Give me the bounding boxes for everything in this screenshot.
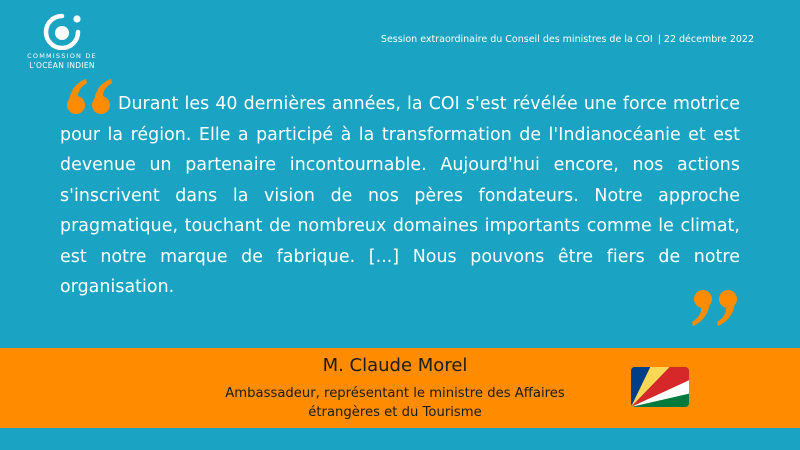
logo-text-line1: COMMISSION DE: [27, 52, 97, 60]
speaker-title: [180, 384, 610, 422]
close-quote-icon: [690, 288, 740, 328]
header-separator: |: [657, 34, 661, 45]
speaker-title-line1: Ambassadeur, représentant le ministre des Affaires: [225, 386, 565, 401]
seychelles-flag-icon: [631, 367, 689, 407]
speaker-band: [0, 348, 800, 428]
event-header: [381, 34, 754, 45]
speaker-title-line2: étrangères et du Tourisme: [308, 405, 482, 420]
coi-logo-icon: [39, 10, 85, 50]
event-title: Session extraordinaire du Conseil des ministres de la COI: [380, 34, 653, 45]
coi-logo: [22, 10, 102, 70]
quote-text: Durant les 40 dernières années, la COI s'est révélée une force motrice pour la région. Elle a participé à la transformation de l'Indianocéanie et est devenue un partenaire incontournable. Aujourd'hui encore, nos actions s'inscrivent dans la vision de nos pères fondateurs. Notre approche pragmatique, touchant de nombreux domaines importants comme le climat, est notre marque de fabrique. [...] Nous pouvons être fiers de notre organisation.: [60, 94, 740, 297]
logo-text-line2: L'OCÉAN INDIEN: [29, 61, 95, 70]
speaker-name: M. Claude Morel: [322, 355, 468, 376]
event-date: 22 décembre 2022: [663, 34, 754, 45]
